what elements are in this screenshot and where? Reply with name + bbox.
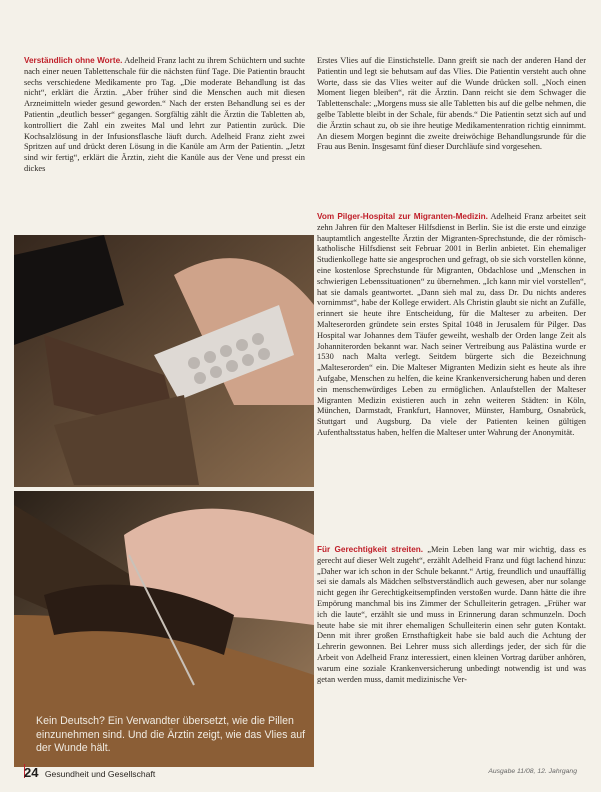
section-heading-gerechtigkeit: Für Gerechtigkeit streiten. [317,545,424,554]
section-heading-pilger: Vom Pilger-Hospital zur Migranten-Medizin. [317,212,488,221]
right-bottom-paragraph [317,545,586,685]
photo-medication-and-infusion [14,235,314,767]
right-top-paragraph: Erstes Vlies auf die Einstichstelle. Dann greift sie nach der anderen Hand der Patientin und legt sie behutsam auf das Vlies. Die Patientin versteht auch ohne Worte, dass sie das Vlies weiter auf die Wunde drücken soll. „Noch einen Moment liegen bleiben“, rät die Ärztin. Dann reicht sie dem Schwager die Tablettenschale: „Morgens muss sie alle Tabletten bis auf die gelbe nehmen, die gelbe Tablette bleibt in der Schale, für abends.“ Die Patientin setzt sich auf und die Ärztin schaut zu, ob sie ihre heutige Medikamentenration richtig einnimmt. An diesem Morgen beginnt die zweite dreiwöchige Behandlungsrunde für die Frau aus Benin. Insgesamt fünf dieser Durchläufe sind vorgesehen. [317,56,586,152]
section-name: Gesundheit und Gesellschaft [44,769,156,779]
page-footer [24,765,155,780]
issue-info: Ausgabe 11/08, 12. Jahrgang [488,768,577,775]
paragraph-text: Adelheid Franz arbeitet seit zehn Jahren für den Malteser Hilfsdienst in Berlin. Sie ist die erste und einzige hauptamtlich angestellte Ärztin der Migranten-Sprechstunde, die der römisch-katholische Hilfsdienst seit Februar 2001 in Berlin anbietet. Ein ehemaliger Studienkollege hatte sie angesprochen und gefragt, ob sie sich vorstellen könne, eine kostenlose Sprechstunde für Migranten, Obdachlose und „Menschen in schwierigen Lebenssituationen“ zu übernehmen. „Ich kann mir viel vorstellen“, hat sie damals geantwortet. „Dann sieh mal zu, dass Dr. Du nichts anderes vornimmst“, habe der Kollege erwidert. Als Christin glaubt sie nicht an Zufälle, erinnert sie heute ihre Entscheidung, für die Malteser zu arbeiten. Der Malteserorden gründete sein erstes Spital 1048 in Jerusalem für Pilger. Das Hospital war Johannes dem Täufer geweiht, weshalb der Orden lange Zeit als Johanniterorden bekannt war. Nach seiner Vertreibung aus Palästina wurde er 1530 nach Malta verlegt. Seitdem bürgerte sich die Bezeichnung „Malteserorden“ ein. Die Malteser Migranten Medizin sieht es heute als ihre Aufgabe, Menschen zu helfen, die keine Krankenversicherung haben und deren ein menschenwürdiges Leben zu ermöglichen. Anlaufstellen der Malteser Migranten Medizin existieren auch in zehn weiteren Städten: in Köln, München, Darmstadt, Frankfurt, Hannover, Münster, Hamburg, Osnabrück, Stuttgart und Augsburg. Da viele der Patienten keinen gültigen Aufenthaltsstatus haben, helfen die Malteser unter Wahrung der Anonymität. [317,212,586,437]
page-number: 24 [24,765,39,780]
section-heading-verstaendlich: Verständlich ohne Worte. [24,56,123,65]
photo-illustration [14,235,314,767]
left-paragraph [24,56,305,175]
paragraph-text: Adelheid Franz lacht zu ihrem Schüchtern und suchte nach einer neuen Tablettenschale für die nächsten fünf Tage. Die Patientin braucht sechs verschiedene Medikamente pro Tag. „Die moderate Behandlung ist das nicht“, erklärt die Ärztin. „Aber früher sind die Menschen auch mit diesen Arzneimitteln wieder gesund geworden.“ Nach der ersten Behandlung sei es der Patientin „deutlich besser“ gegangen. Sorgfältig zählt die Ärztin die Tabletten ab, kontrolliert die Zahl ein zweites Mal und lehrt zur Patientin zurück. Die Kochsalzlösung in der Infusionsflasche läuft durch. Adelheid Franz zieht zwei Spritzen auf und drückt deren Lösung in die Kanüle am Arm der Patientin. „Jetzt sind wir fertig“, erklärt die Ärztin, zieht die Kanüle aus der Vene und presst ein dickes [24,56,305,173]
right-middle-paragraph [317,212,586,439]
photo-caption: Kein Deutsch? Ein Verwandter übersetzt, wie die Pillen einzunehmen sind. Und die Ärztin zeigt, wie das Vlies auf der Wunde hält. [36,715,306,754]
paragraph-text: „Mein Leben lang war mir wichtig, dass es gerecht auf dieser Welt zugeht“, erzählt Adelheid Franz und fügt lachend hinzu: „Daher war ich schon in der Schule bekannt.“ Artig, freundlich und unauffällig sei sie damals als Mädchen selbstverständlich auch gewesen, aber nur solange nicht gegen ihr Gerechtigkeitsempfinden verstoßen wurde. Dann hätte die ihre Empörung manchmal bis ins Zimmer der Schulleiterin getragen. „Früher war ich die laute“, erzählt sie und muss in Erinnerung daran schmunzeln. Doch heute habe sie mit ihrer ehemaligen Schulleiterin einen sehr guten Kontakt. Denn mit ihrer großen Ernsthaftigkeit habe sie bald auch die Achtung der Lehrerin gewonnen. Bei Lehrer muss sich allerdings jeder, der sich für die Arbeit von Adelheid Franz interessiert, einen kleinen Vortrag darüber anhören, warum eine soziale Krankenversicherung unbedingt notwendig ist und was getan werden muss, damit medizinische Ver- [317,545,586,684]
